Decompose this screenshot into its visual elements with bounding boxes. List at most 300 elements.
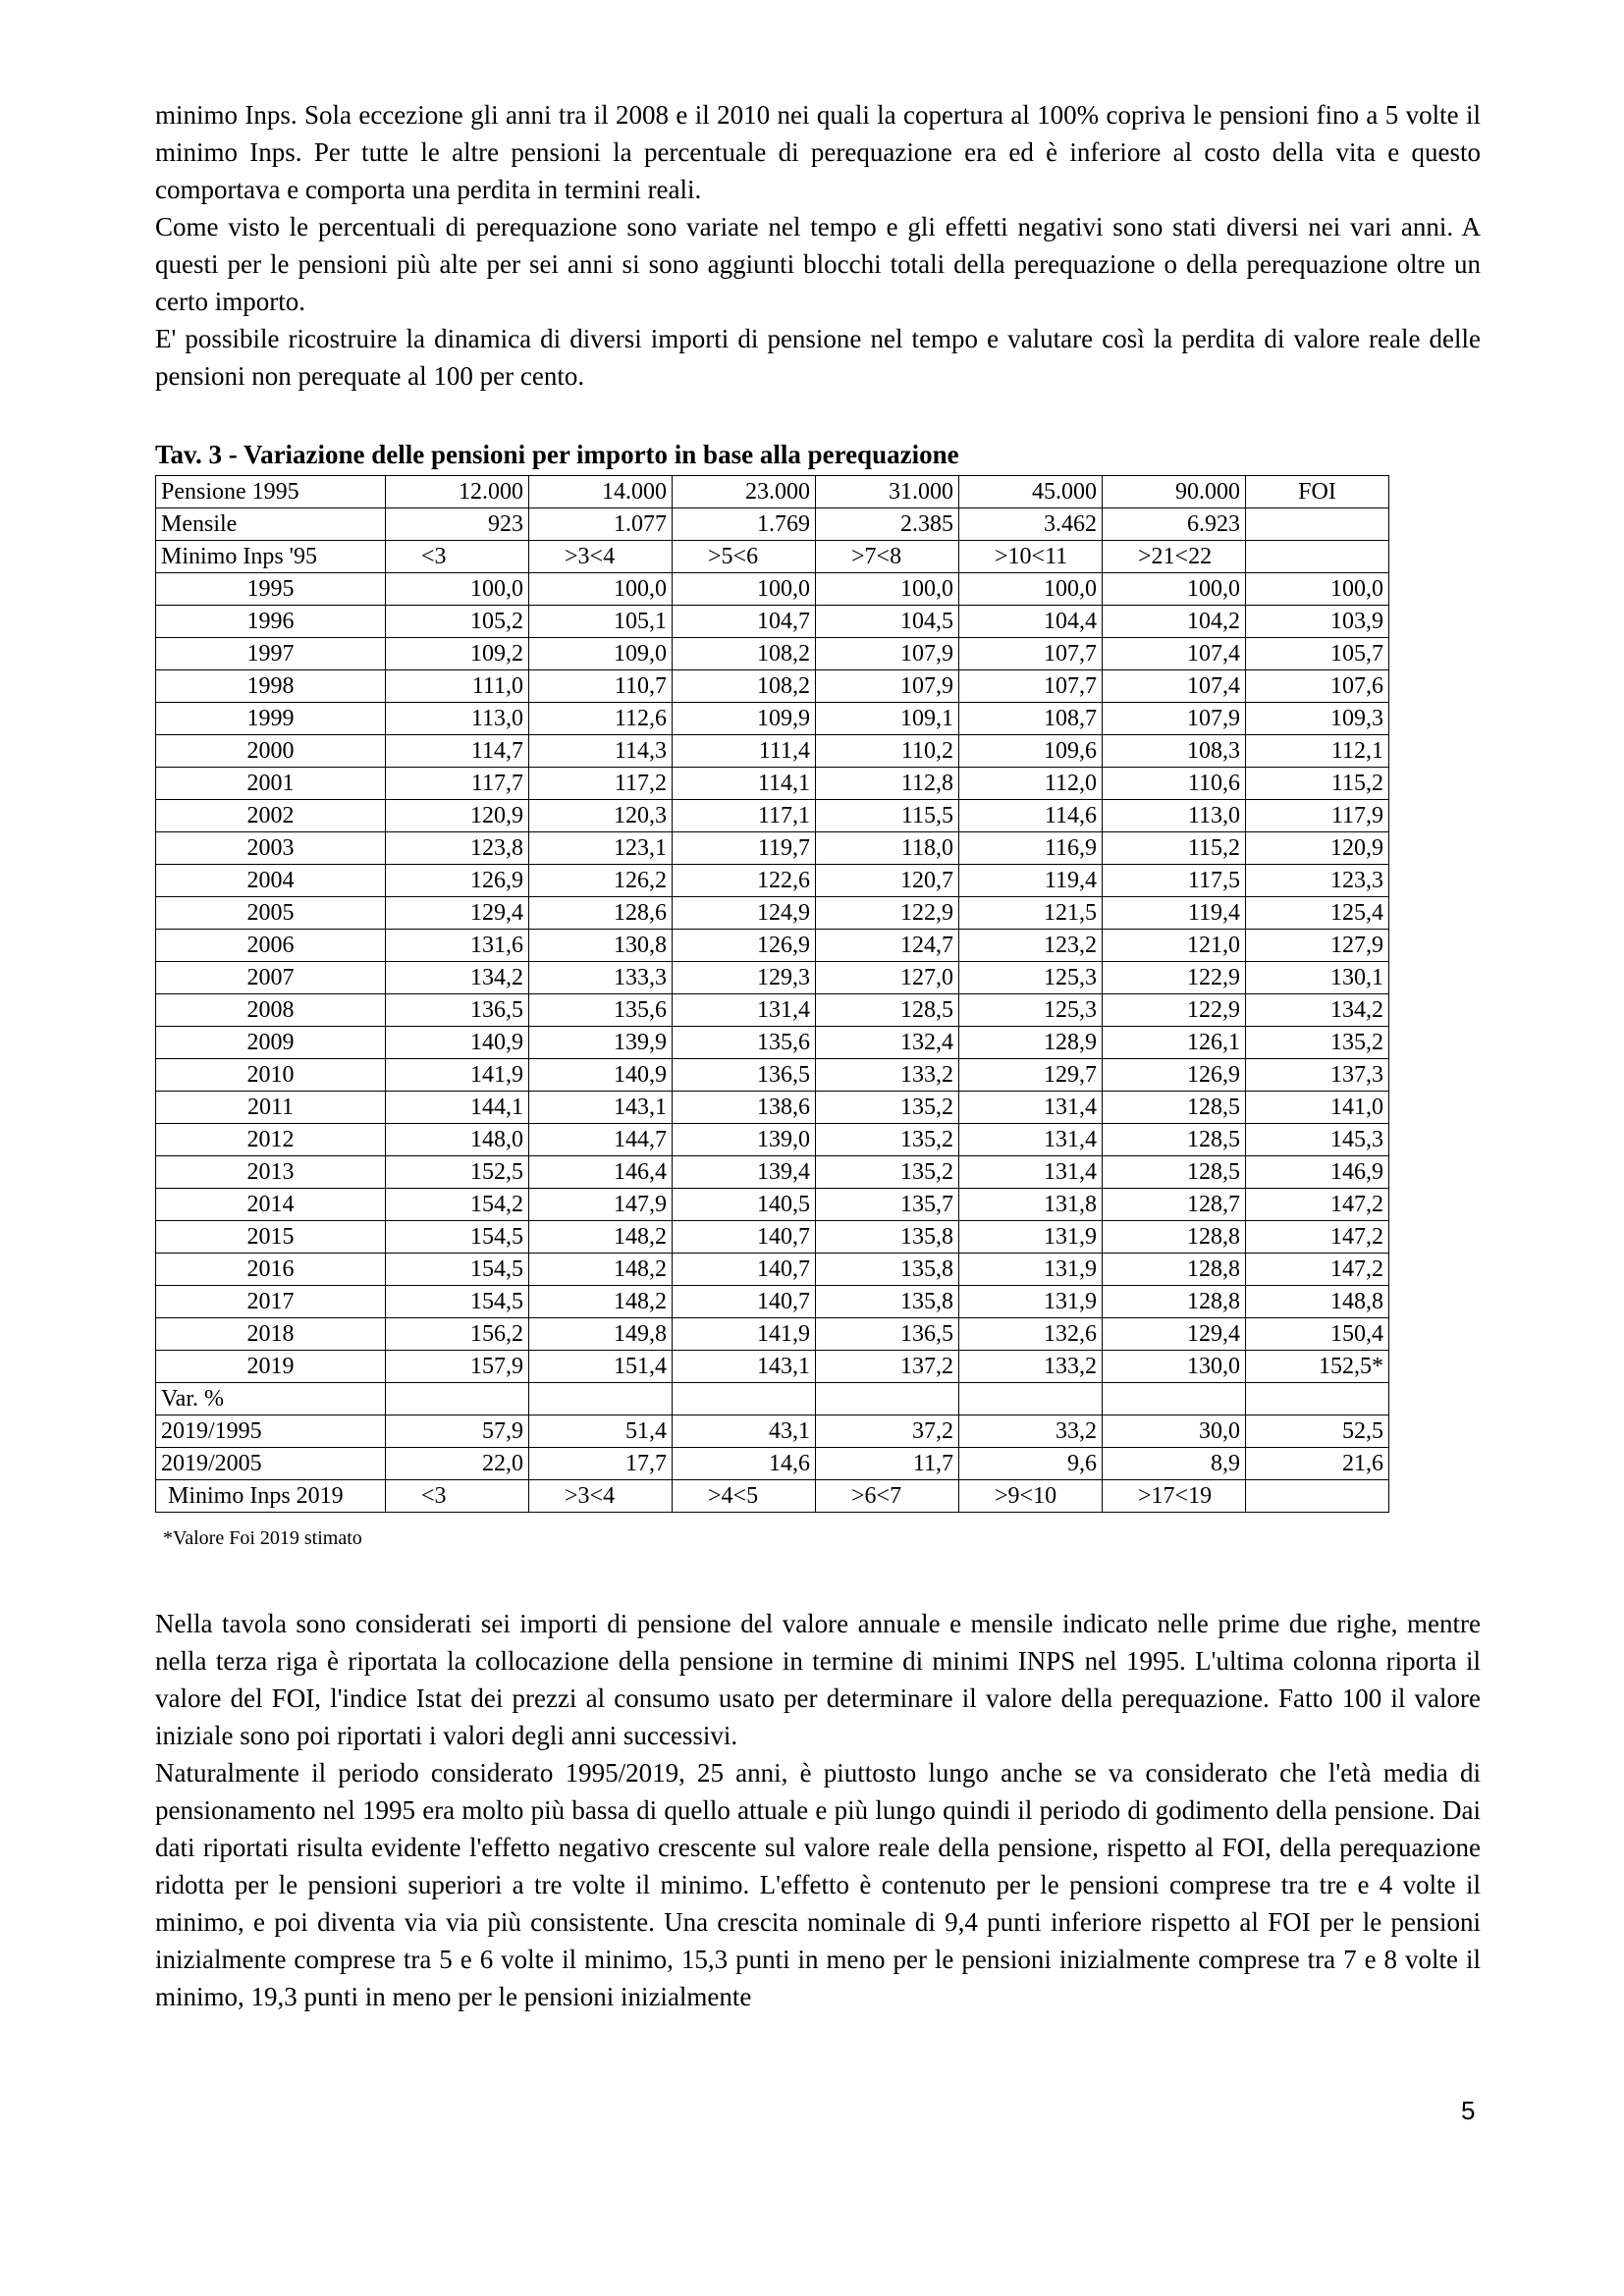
index-value-cell: 127,0 xyxy=(816,962,959,994)
index-value-cell: 122,9 xyxy=(1103,962,1246,994)
index-value-cell: 111,4 xyxy=(673,735,816,768)
index-value-cell: 114,7 xyxy=(386,735,529,768)
index-value-cell: 104,5 xyxy=(816,606,959,638)
row-label-cell: 2010 xyxy=(156,1059,386,1092)
index-value-cell: 133,2 xyxy=(816,1059,959,1092)
variation-row xyxy=(156,1415,1389,1448)
row-label-cell: 2011 xyxy=(156,1092,386,1124)
index-value-cell: 117,2 xyxy=(529,768,673,800)
index-value-cell: 140,9 xyxy=(529,1059,673,1092)
row-label-cell: 1999 xyxy=(156,703,386,735)
variation-value-cell: 57,9 xyxy=(386,1415,529,1448)
monthly-cell: 1.077 xyxy=(529,508,673,541)
index-value-cell: 149,8 xyxy=(529,1318,673,1351)
index-value-cell: 140,7 xyxy=(673,1221,816,1254)
index-value-cell: 100,0 xyxy=(386,573,529,606)
index-value-cell: 120,7 xyxy=(816,865,959,897)
index-value-cell: 148,2 xyxy=(529,1221,673,1254)
year-row xyxy=(156,1156,1389,1189)
empty-cell xyxy=(529,1383,673,1415)
row-label-cell: 2013 xyxy=(156,1156,386,1189)
index-value-cell: 134,2 xyxy=(386,962,529,994)
minimum-multiple-cell: >3<4 xyxy=(529,1480,673,1513)
row-label-cell: 2004 xyxy=(156,865,386,897)
intro-text xyxy=(155,96,1481,395)
index-value-cell: 154,5 xyxy=(386,1254,529,1286)
index-value-cell: 108,7 xyxy=(959,703,1103,735)
index-value-cell: 151,4 xyxy=(529,1351,673,1383)
foi-value-cell: 141,0 xyxy=(1246,1092,1389,1124)
index-value-cell: 122,6 xyxy=(673,865,816,897)
monthly-cell: 923 xyxy=(386,508,529,541)
index-value-cell: 128,5 xyxy=(1103,1092,1246,1124)
index-value-cell: 141,9 xyxy=(673,1318,816,1351)
index-value-cell: 123,8 xyxy=(386,832,529,865)
minimum-foi-cell xyxy=(1246,541,1389,573)
variation-value-cell: 51,4 xyxy=(529,1415,673,1448)
year-row xyxy=(156,1286,1389,1318)
index-value-cell: 135,8 xyxy=(816,1286,959,1318)
index-value-cell: 113,0 xyxy=(1103,800,1246,832)
foi-value-cell: 109,3 xyxy=(1246,703,1389,735)
index-value-cell: 112,6 xyxy=(529,703,673,735)
empty-cell xyxy=(959,1383,1103,1415)
monthly-cell: 2.385 xyxy=(816,508,959,541)
index-value-cell: 112,8 xyxy=(816,768,959,800)
index-value-cell: 128,5 xyxy=(816,994,959,1027)
index-value-cell: 141,9 xyxy=(386,1059,529,1092)
index-value-cell: 123,1 xyxy=(529,832,673,865)
minimum-multiple-cell: >10<11 xyxy=(959,541,1103,573)
year-row xyxy=(156,1318,1389,1351)
index-value-cell: 109,9 xyxy=(673,703,816,735)
index-value-cell: 117,1 xyxy=(673,800,816,832)
minimum-multiple-cell: <3 xyxy=(386,1480,529,1513)
index-value-cell: 107,7 xyxy=(959,670,1103,703)
index-value-cell: 133,3 xyxy=(529,962,673,994)
header-amount-cell: 90.000 xyxy=(1103,476,1246,508)
foi-value-cell: 115,2 xyxy=(1246,768,1389,800)
table-header-row xyxy=(156,476,1389,508)
foi-value-cell: 147,2 xyxy=(1246,1189,1389,1221)
index-value-cell: 132,4 xyxy=(816,1027,959,1059)
index-value-cell: 128,6 xyxy=(529,897,673,930)
index-value-cell: 131,9 xyxy=(959,1221,1103,1254)
minimum-multiple-cell: >7<8 xyxy=(816,541,959,573)
index-value-cell: 109,6 xyxy=(959,735,1103,768)
foi-value-cell: 137,3 xyxy=(1246,1059,1389,1092)
index-value-cell: 114,1 xyxy=(673,768,816,800)
index-value-cell: 117,5 xyxy=(1103,865,1246,897)
index-value-cell: 135,6 xyxy=(673,1027,816,1059)
index-value-cell: 115,2 xyxy=(1103,832,1246,865)
index-value-cell: 135,7 xyxy=(816,1189,959,1221)
index-value-cell: 135,2 xyxy=(816,1156,959,1189)
index-value-cell: 156,2 xyxy=(386,1318,529,1351)
index-value-cell: 100,0 xyxy=(529,573,673,606)
minimum-multiple-cell: >21<22 xyxy=(1103,541,1246,573)
index-value-cell: 109,1 xyxy=(816,703,959,735)
index-value-cell: 104,4 xyxy=(959,606,1103,638)
index-value-cell: 147,9 xyxy=(529,1189,673,1221)
intro-paragraph: E' possibile ricostruire la dinamica di diversi importi di pensione nel tempo e valutare così la perdita di valore reale delle pensioni non perequate al 100 per cento. xyxy=(155,324,1481,391)
analysis-text xyxy=(155,1605,1481,2015)
variation-row xyxy=(156,1448,1389,1480)
index-value-cell: 128,7 xyxy=(1103,1189,1246,1221)
index-value-cell: 119,7 xyxy=(673,832,816,865)
monthly-foi-cell xyxy=(1246,508,1389,541)
year-row xyxy=(156,573,1389,606)
index-value-cell: 114,3 xyxy=(529,735,673,768)
index-value-cell: 107,9 xyxy=(1103,703,1246,735)
minimum-multiple-cell: >6<7 xyxy=(816,1480,959,1513)
empty-cell xyxy=(816,1383,959,1415)
year-row xyxy=(156,1351,1389,1383)
header-amount-cell: 14.000 xyxy=(529,476,673,508)
variation-value-cell: 17,7 xyxy=(529,1448,673,1480)
table-footnote: *Valore Foi 2019 stimato xyxy=(163,1527,362,1549)
row-label-cell: 2018 xyxy=(156,1318,386,1351)
row-label-cell: 2001 xyxy=(156,768,386,800)
pension-table xyxy=(155,475,1389,1513)
index-value-cell: 104,7 xyxy=(673,606,816,638)
index-value-cell: 129,4 xyxy=(386,897,529,930)
year-row xyxy=(156,1059,1389,1092)
year-row xyxy=(156,897,1389,930)
index-value-cell: 140,7 xyxy=(673,1286,816,1318)
index-value-cell: 110,2 xyxy=(816,735,959,768)
foi-value-cell: 145,3 xyxy=(1246,1124,1389,1156)
index-value-cell: 108,3 xyxy=(1103,735,1246,768)
row-label-cell: 2017 xyxy=(156,1286,386,1318)
variation-value-cell: 11,7 xyxy=(816,1448,959,1480)
minimum-multiple-cell: <3 xyxy=(386,541,529,573)
index-value-cell: 148,2 xyxy=(529,1286,673,1318)
index-value-cell: 152,5 xyxy=(386,1156,529,1189)
variation-value-cell: 33,2 xyxy=(959,1415,1103,1448)
foi-value-cell: 147,2 xyxy=(1246,1221,1389,1254)
index-value-cell: 131,6 xyxy=(386,930,529,962)
row-label-cell: Mensile xyxy=(156,508,386,541)
index-value-cell: 136,5 xyxy=(816,1318,959,1351)
row-label-cell: 2019/1995 xyxy=(156,1415,386,1448)
index-value-cell: 104,2 xyxy=(1103,606,1246,638)
foi-value-cell: 152,5* xyxy=(1246,1351,1389,1383)
index-value-cell: 126,9 xyxy=(1103,1059,1246,1092)
year-row xyxy=(156,962,1389,994)
foi-value-cell: 150,4 xyxy=(1246,1318,1389,1351)
row-label-cell: 2005 xyxy=(156,897,386,930)
index-value-cell: 114,6 xyxy=(959,800,1103,832)
index-value-cell: 131,4 xyxy=(959,1124,1103,1156)
variation-value-cell: 9,6 xyxy=(959,1448,1103,1480)
index-value-cell: 120,3 xyxy=(529,800,673,832)
index-value-cell: 144,1 xyxy=(386,1092,529,1124)
index-value-cell: 123,2 xyxy=(959,930,1103,962)
year-row xyxy=(156,638,1389,670)
index-value-cell: 135,8 xyxy=(816,1254,959,1286)
index-value-cell: 136,5 xyxy=(386,994,529,1027)
index-value-cell: 135,8 xyxy=(816,1221,959,1254)
index-value-cell: 116,9 xyxy=(959,832,1103,865)
monthly-row xyxy=(156,508,1389,541)
row-label-cell: Minimo Inps '95 xyxy=(156,541,386,573)
row-label-cell: 2002 xyxy=(156,800,386,832)
foi-value-cell: 112,1 xyxy=(1246,735,1389,768)
index-value-cell: 107,4 xyxy=(1103,638,1246,670)
minimum-1995-row xyxy=(156,541,1389,573)
minimum-2019-row xyxy=(156,1480,1389,1513)
year-row xyxy=(156,1221,1389,1254)
analysis-paragraph: Naturalmente il periodo considerato 1995/2019, 25 anni, è piuttosto lungo anche se va considerato che l'età media di pensionamento nel 1995 era molto più bassa di quello attuale e più lungo quindi il periodo di godimento della pensione. Dai dati riportati risulta evidente l'effetto negativo crescente sul valore reale della pensione, rispetto al FOI, della perequazione ridotta per le pensioni superiori a tre volte il minimo. L'effetto è contenuto per le pensioni comprese tra tre e 4 volte il minimo, e poi diventa via via più consistente. Una crescita nominale di 9,4 punti inferiore rispetto al FOI per le pensioni inizialmente comprese tra 5 e 6 volte il minimo, 15,3 punti in meno per le pensioni inizialmente comprese tra 7 e 8 volte il minimo, 19,3 punti in meno per le pensioni inizialmente xyxy=(155,1758,1481,2011)
header-amount-cell: 23.000 xyxy=(673,476,816,508)
index-value-cell: 135,2 xyxy=(816,1092,959,1124)
index-value-cell: 126,9 xyxy=(386,865,529,897)
row-label-cell: 2007 xyxy=(156,962,386,994)
index-value-cell: 105,2 xyxy=(386,606,529,638)
row-label-cell: 2012 xyxy=(156,1124,386,1156)
row-label-cell: 1996 xyxy=(156,606,386,638)
index-value-cell: 154,5 xyxy=(386,1286,529,1318)
index-value-cell: 126,9 xyxy=(673,930,816,962)
index-value-cell: 131,4 xyxy=(959,1156,1103,1189)
index-value-cell: 140,7 xyxy=(673,1254,816,1286)
monthly-cell: 6.923 xyxy=(1103,508,1246,541)
index-value-cell: 139,9 xyxy=(529,1027,673,1059)
foi-value-cell: 103,9 xyxy=(1246,606,1389,638)
foi-value-cell: 117,9 xyxy=(1246,800,1389,832)
header-amount-cell: 12.000 xyxy=(386,476,529,508)
index-value-cell: 144,7 xyxy=(529,1124,673,1156)
index-value-cell: 100,0 xyxy=(1103,573,1246,606)
foi-value-cell: 123,3 xyxy=(1246,865,1389,897)
year-row xyxy=(156,768,1389,800)
empty-cell xyxy=(1103,1383,1246,1415)
header-amount-cell: 45.000 xyxy=(959,476,1103,508)
year-row xyxy=(156,800,1389,832)
index-value-cell: 108,2 xyxy=(673,670,816,703)
monthly-cell: 3.462 xyxy=(959,508,1103,541)
variation-value-cell: 8,9 xyxy=(1103,1448,1246,1480)
foi-value-cell: 135,2 xyxy=(1246,1027,1389,1059)
index-value-cell: 140,9 xyxy=(386,1027,529,1059)
year-row xyxy=(156,1189,1389,1221)
row-label-cell: 2014 xyxy=(156,1189,386,1221)
row-label-cell: 2008 xyxy=(156,994,386,1027)
foi-value-cell: 120,9 xyxy=(1246,832,1389,865)
index-value-cell: 121,0 xyxy=(1103,930,1246,962)
analysis-paragraph: Nella tavola sono considerati sei importi di pensione del valore annuale e mensile indicato nelle prime due righe, mentre nella terza riga è riportata la collocazione della pensione in termine di minimi INPS nel 1995. L'ultima colonna riporta il valore del FOI, l'indice Istat dei prezzi al consumo usato per determinare il valore della perequazione. Fatto 100 il valore iniziale sono poi riportati i valori degli anni successivi. xyxy=(155,1609,1481,1750)
index-value-cell: 119,4 xyxy=(959,865,1103,897)
minimum-multiple-cell: >3<4 xyxy=(529,541,673,573)
minimum-foi-cell xyxy=(1246,1480,1389,1513)
index-value-cell: 137,2 xyxy=(816,1351,959,1383)
index-value-cell: 130,0 xyxy=(1103,1351,1246,1383)
empty-cell xyxy=(673,1383,816,1415)
index-value-cell: 139,0 xyxy=(673,1124,816,1156)
foi-value-cell: 130,1 xyxy=(1246,962,1389,994)
year-row xyxy=(156,1254,1389,1286)
index-value-cell: 138,6 xyxy=(673,1092,816,1124)
foi-value-cell: 100,0 xyxy=(1246,573,1389,606)
year-row xyxy=(156,735,1389,768)
year-row xyxy=(156,832,1389,865)
index-value-cell: 122,9 xyxy=(816,897,959,930)
index-value-cell: 131,4 xyxy=(673,994,816,1027)
page-number: 5 xyxy=(1461,2096,1476,2125)
index-value-cell: 128,8 xyxy=(1103,1254,1246,1286)
index-value-cell: 143,1 xyxy=(673,1351,816,1383)
index-value-cell: 126,2 xyxy=(529,865,673,897)
monthly-cell: 1.769 xyxy=(673,508,816,541)
index-value-cell: 118,0 xyxy=(816,832,959,865)
index-value-cell: 107,7 xyxy=(959,638,1103,670)
index-value-cell: 131,8 xyxy=(959,1189,1103,1221)
index-value-cell: 128,9 xyxy=(959,1027,1103,1059)
index-value-cell: 157,9 xyxy=(386,1351,529,1383)
row-label-cell: 2019 xyxy=(156,1351,386,1383)
row-label-cell: 2000 xyxy=(156,735,386,768)
index-value-cell: 125,3 xyxy=(959,994,1103,1027)
variation-value-cell: 22,0 xyxy=(386,1448,529,1480)
index-value-cell: 109,0 xyxy=(529,638,673,670)
index-value-cell: 131,4 xyxy=(959,1092,1103,1124)
row-label-cell: 2016 xyxy=(156,1254,386,1286)
index-value-cell: 100,0 xyxy=(816,573,959,606)
variation-value-cell: 14,6 xyxy=(673,1448,816,1480)
minimum-multiple-cell: >4<5 xyxy=(673,1480,816,1513)
index-value-cell: 135,2 xyxy=(816,1124,959,1156)
index-value-cell: 112,0 xyxy=(959,768,1103,800)
index-value-cell: 148,0 xyxy=(386,1124,529,1156)
intro-paragraph: Come visto le percentuali di perequazione sono variate nel tempo e gli effetti negativi sono stati diversi nei vari anni. A questi per le pensioni più alte per sei anni si sono aggiunti blocchi totali della perequazione o della perequazione oltre un certo importo. xyxy=(155,212,1481,316)
intro-paragraph: minimo Inps. Sola eccezione gli anni tra il 2008 e il 2010 nei quali la copertura al 100% copriva le pensioni fino a 5 volte il minimo Inps. Per tutte le altre pensioni la percentuale di perequazione era ed è inferiore al costo della vita e questo comportava e comporta una perdita in termini reali. xyxy=(155,100,1481,204)
variation-label-row xyxy=(156,1383,1389,1415)
index-value-cell: 154,2 xyxy=(386,1189,529,1221)
row-label-cell: 2009 xyxy=(156,1027,386,1059)
year-row xyxy=(156,1124,1389,1156)
empty-cell xyxy=(1246,1383,1389,1415)
index-value-cell: 132,6 xyxy=(959,1318,1103,1351)
table-title: Tav. 3 - Variazione delle pensioni per importo in base alla perequazione xyxy=(155,440,959,469)
foi-value-cell: 148,8 xyxy=(1246,1286,1389,1318)
foi-value-cell: 125,4 xyxy=(1246,897,1389,930)
index-value-cell: 107,4 xyxy=(1103,670,1246,703)
year-row xyxy=(156,930,1389,962)
row-label-cell: Var. % xyxy=(156,1383,386,1415)
index-value-cell: 128,5 xyxy=(1103,1156,1246,1189)
minimum-multiple-cell: >17<19 xyxy=(1103,1480,1246,1513)
index-value-cell: 128,5 xyxy=(1103,1124,1246,1156)
row-label-cell: 2019/2005 xyxy=(156,1448,386,1480)
header-amount-cell: 31.000 xyxy=(816,476,959,508)
row-label-cell: 1998 xyxy=(156,670,386,703)
index-value-cell: 130,8 xyxy=(529,930,673,962)
row-label-cell: 2015 xyxy=(156,1221,386,1254)
foi-value-cell: 107,6 xyxy=(1246,670,1389,703)
row-label-cell: 1997 xyxy=(156,638,386,670)
index-value-cell: 113,0 xyxy=(386,703,529,735)
index-value-cell: 110,6 xyxy=(1103,768,1246,800)
index-value-cell: 124,7 xyxy=(816,930,959,962)
year-row xyxy=(156,865,1389,897)
variation-value-cell: 52,5 xyxy=(1246,1415,1389,1448)
index-value-cell: 121,5 xyxy=(959,897,1103,930)
index-value-cell: 133,2 xyxy=(959,1351,1103,1383)
index-value-cell: 125,3 xyxy=(959,962,1103,994)
foi-value-cell: 105,7 xyxy=(1246,638,1389,670)
year-row xyxy=(156,703,1389,735)
year-row xyxy=(156,1027,1389,1059)
index-value-cell: 143,1 xyxy=(529,1092,673,1124)
index-value-cell: 111,0 xyxy=(386,670,529,703)
index-value-cell: 119,4 xyxy=(1103,897,1246,930)
index-value-cell: 108,2 xyxy=(673,638,816,670)
index-value-cell: 120,9 xyxy=(386,800,529,832)
index-value-cell: 129,7 xyxy=(959,1059,1103,1092)
year-row xyxy=(156,1092,1389,1124)
index-value-cell: 122,9 xyxy=(1103,994,1246,1027)
row-label-cell: 1995 xyxy=(156,573,386,606)
foi-value-cell: 146,9 xyxy=(1246,1156,1389,1189)
index-value-cell: 107,9 xyxy=(816,670,959,703)
row-label-cell: Minimo Inps 2019 xyxy=(156,1480,386,1513)
row-label-cell: 2006 xyxy=(156,930,386,962)
index-value-cell: 129,4 xyxy=(1103,1318,1246,1351)
foi-value-cell: 134,2 xyxy=(1246,994,1389,1027)
empty-cell xyxy=(386,1383,529,1415)
index-value-cell: 109,2 xyxy=(386,638,529,670)
index-value-cell: 154,5 xyxy=(386,1221,529,1254)
year-row xyxy=(156,670,1389,703)
variation-value-cell: 21,6 xyxy=(1246,1448,1389,1480)
pension-table-body xyxy=(156,476,1389,1513)
index-value-cell: 117,7 xyxy=(386,768,529,800)
index-value-cell: 124,9 xyxy=(673,897,816,930)
row-label-cell: 2003 xyxy=(156,832,386,865)
year-row xyxy=(156,606,1389,638)
index-value-cell: 148,2 xyxy=(529,1254,673,1286)
index-value-cell: 115,5 xyxy=(816,800,959,832)
index-value-cell: 146,4 xyxy=(529,1156,673,1189)
foi-value-cell: 147,2 xyxy=(1246,1254,1389,1286)
pension-table-wrapper xyxy=(155,475,1389,1513)
year-row xyxy=(156,994,1389,1027)
index-value-cell: 126,1 xyxy=(1103,1027,1246,1059)
index-value-cell: 136,5 xyxy=(673,1059,816,1092)
index-value-cell: 131,9 xyxy=(959,1254,1103,1286)
variation-value-cell: 30,0 xyxy=(1103,1415,1246,1448)
index-value-cell: 100,0 xyxy=(959,573,1103,606)
index-value-cell: 131,9 xyxy=(959,1286,1103,1318)
index-value-cell: 139,4 xyxy=(673,1156,816,1189)
row-label-cell: Pensione 1995 xyxy=(156,476,386,508)
minimum-multiple-cell: >9<10 xyxy=(959,1480,1103,1513)
index-value-cell: 100,0 xyxy=(673,573,816,606)
variation-value-cell: 37,2 xyxy=(816,1415,959,1448)
variation-value-cell: 43,1 xyxy=(673,1415,816,1448)
index-value-cell: 107,9 xyxy=(816,638,959,670)
index-value-cell: 129,3 xyxy=(673,962,816,994)
index-value-cell: 110,7 xyxy=(529,670,673,703)
index-value-cell: 128,8 xyxy=(1103,1221,1246,1254)
index-value-cell: 105,1 xyxy=(529,606,673,638)
index-value-cell: 135,6 xyxy=(529,994,673,1027)
foi-value-cell: 127,9 xyxy=(1246,930,1389,962)
minimum-multiple-cell: >5<6 xyxy=(673,541,816,573)
index-value-cell: 128,8 xyxy=(1103,1286,1246,1318)
header-foi-cell: FOI xyxy=(1246,476,1389,508)
